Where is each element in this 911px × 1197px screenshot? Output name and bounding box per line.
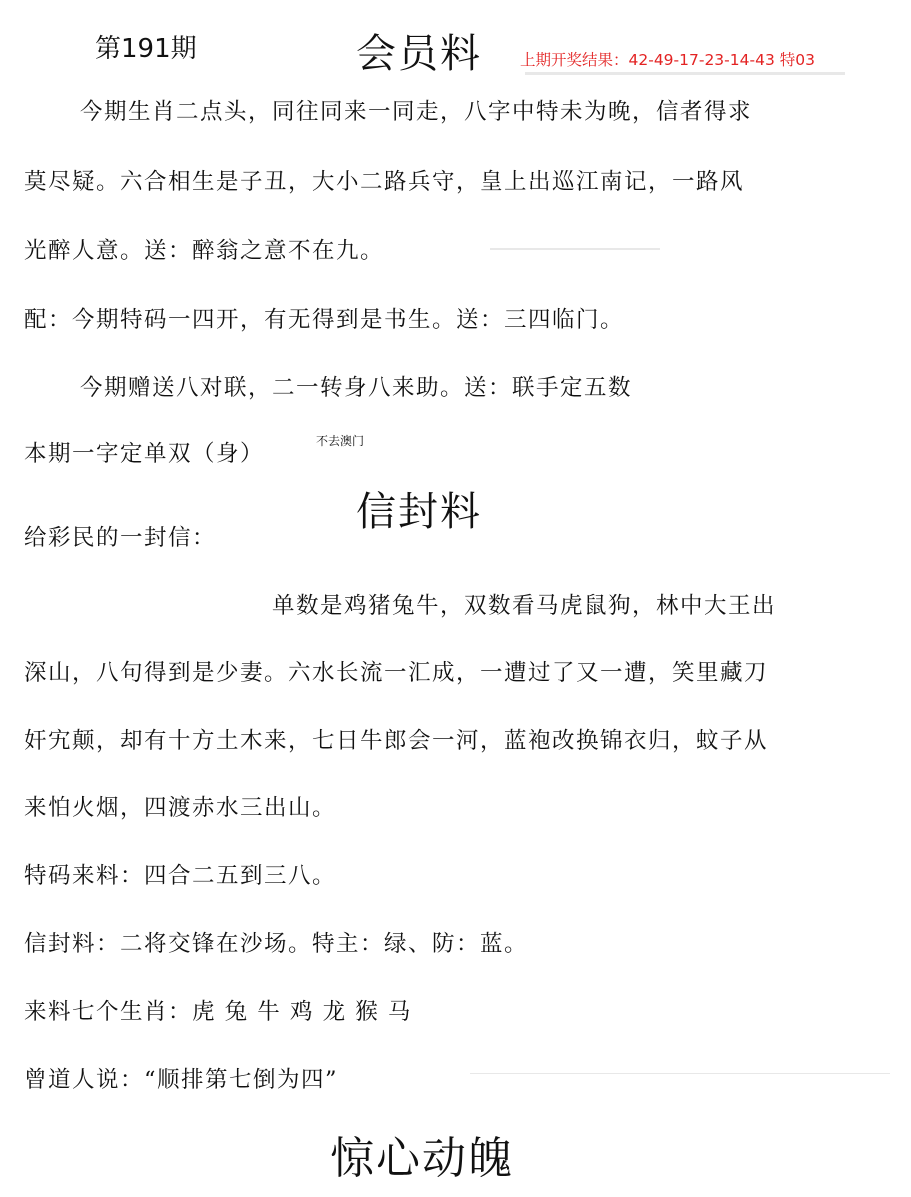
member-line-1: 今期生肖二点头，同往同来一同走，八字中特未为晚，信者得求 — [80, 99, 753, 125]
scan-artifact — [525, 72, 845, 75]
member-note: 不去澳门 — [316, 434, 365, 448]
envelope-line-7: 信封料：二将交锋在沙场。特主：绿、防：蓝。 — [24, 931, 529, 957]
member-line-4: 配：今期特码一四开，有无得到是书生。送：三四临门。 — [24, 307, 625, 333]
last-draw-result: 上期开奖结果：42-49-17-23-14-43 特03 — [520, 51, 815, 69]
envelope-line-6: 特码来料：四合二五到三八。 — [24, 863, 337, 889]
envelope-line-4: 奸宄颠，却有十方土木来，七日牛郎会一河，蓝袍改换锦衣归，蚊子从 — [24, 728, 769, 754]
envelope-material-title: 信封料 — [356, 489, 482, 535]
envelope-line-2: 单数是鸡猪兔牛，双数看马虎鼠狗，林中大王出 — [272, 593, 777, 619]
issue-number: 第191期 — [95, 34, 197, 64]
member-line-3: 光醉人意。送：醉翁之意不在九。 — [24, 238, 385, 264]
member-material-title: 会员料 — [356, 31, 482, 77]
envelope-line-8: 来料七个生肖：虎 兔 牛 鸡 龙 猴 马 — [24, 999, 412, 1025]
member-line-5: 今期赠送八对联，二一转身八来助。送：联手定五数 — [80, 375, 633, 401]
scan-artifact — [490, 248, 660, 250]
envelope-line-5: 来怕火烟，四渡赤水三出山。 — [24, 795, 337, 821]
footer-title: 惊心动魄 — [330, 1133, 514, 1184]
member-line-6: 本期一字定单双（身） — [24, 441, 265, 467]
envelope-line-9: 曾道人说：“顺排第七倒为四” — [24, 1067, 339, 1093]
member-line-2: 莫尽疑。六合相生是子丑，大小二路兵守，皇上出巡江南记，一路风 — [24, 169, 745, 195]
scan-artifact — [470, 1073, 890, 1074]
envelope-line-3: 深山，八句得到是少妻。六水长流一汇成，一遭过了又一遭，笑里藏刀 — [24, 660, 769, 686]
envelope-line-1: 给彩民的一封信： — [24, 525, 217, 551]
